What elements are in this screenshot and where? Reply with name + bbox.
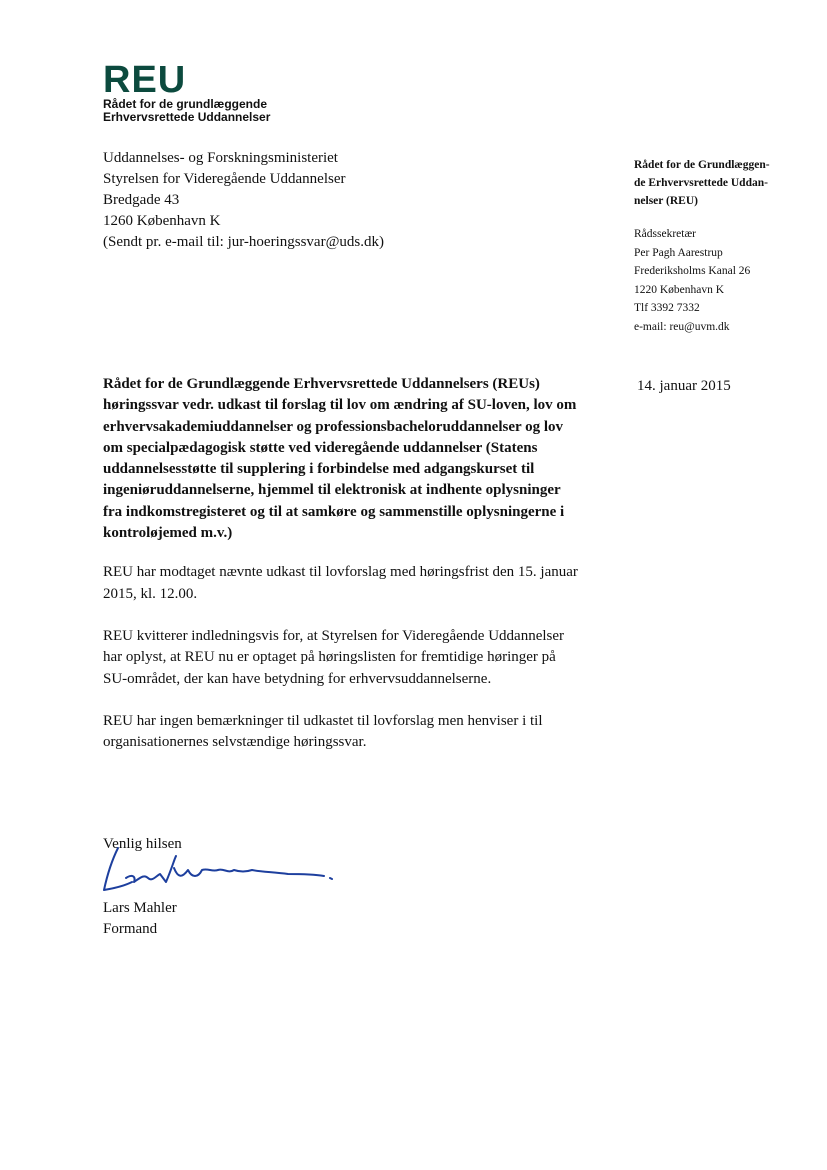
sender-phone: Tlf 3392 7332 [634,302,700,314]
signatory-block [103,898,177,940]
signatory-title: Formand [103,921,158,937]
reu-logo [103,59,271,124]
recipient-line: Styrelsen for Videregående Uddannelser [103,171,346,187]
handwritten-signature [102,838,337,900]
sender-contact [634,225,809,336]
sender-org-line: Rådet for de Grundlæggen- [634,159,770,171]
paragraph: REU kvitterer indledningsvis for, at Styrelsen for Videregående Uddannelser har oplyst, at REU nu er optaget på høringslisten for fremtidige høringer på SU-området, der kan have betydning for erhvervsuddannelserne. [103,627,565,687]
logo-wordmark: REU [103,59,187,101]
recipient-line: Uddannelses- og Forskningsministeriet [103,150,338,166]
letter-date: 14. januar 2015 [637,378,731,394]
recipient-line: Bredgade 43 [103,192,180,208]
paragraph: REU har ingen bemærkninger til udkastet til lovforslag men henviser i til organisationernes selvstændige høringssvar. [103,712,543,751]
sender-org [634,156,809,210]
sender-org-line: de Erhvervsrettede Uddan- [634,177,768,189]
sender-role: Rådssekretær [634,228,696,240]
recipient-line: 1260 København K [103,213,221,229]
recipient-address [103,148,384,253]
closing-greeting: Venlig hilsen [103,836,182,852]
letter-body [103,374,578,753]
recipient-email-note: (Sendt pr. e-mail til: jur-hoeringssvar@uds.dk) [103,234,384,250]
sender-info [634,156,809,336]
paragraph: REU har modtaget nævnte udkast til lovforslag med høringsfrist den 15. januar 2015, kl. 12.00. [103,564,578,602]
letter-subject: Rådet for de Grundlæggende Erhvervsrettede Uddannelsers (REUs) høringssvar vedr. udkast til forslag til lov om ændring af SU-loven, lov om erhvervsakademiuddannelser og professionsbacheloruddannelser og lov om specialpædagogisk støtte ved videregående uddannelser (Statens uddannelsesstøtte til supplering i forbindelse med adgangskurset til ingeniøruddannelserne, hjemmel til elektronisk at indhente oplysninger fra indkomstregisteret og til at samkøre og sammenstille oplysningerne i kontroløjemed m.v.) [103,376,577,542]
sender-street: Frederiksholms Kanal 26 [634,265,751,277]
logo-org-line-2: Erhvervsrettede Uddannelser [103,110,271,124]
sender-org-line: nelser (REU) [634,195,698,207]
sender-name: Per Pagh Aarestrup [634,246,723,259]
sender-city: 1220 København K [634,283,725,296]
signatory-name: Lars Mahler [103,900,177,916]
logo-org-line-1: Rådet for de grundlæggende [103,97,268,111]
sender-email: e-mail: reu@uvm.dk [634,320,730,333]
